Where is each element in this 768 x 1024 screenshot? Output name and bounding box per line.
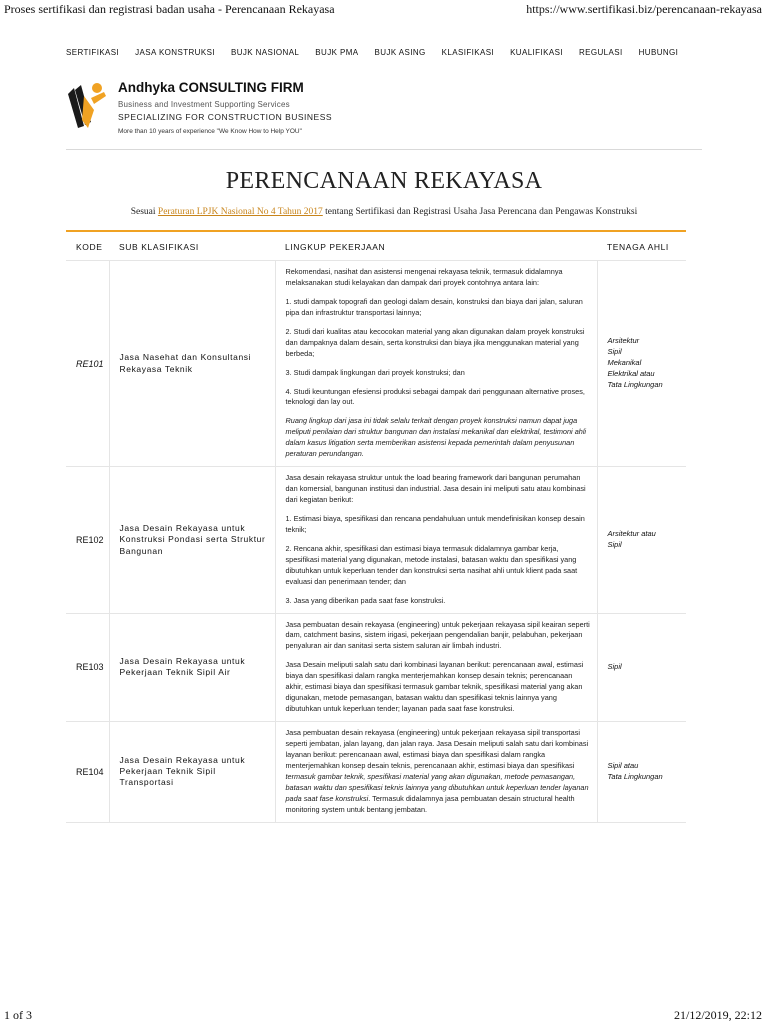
lingkup-paragraph: Jasa desain rekayasa struktur untuk the load bearing framework dari bangunan perumahan dan komersial, bangunan institusi dan industrial. Jasa desain ini meliputi satu atau kombinasi dari kegiatan berikut: xyxy=(285,473,586,504)
lingkup-paragraph: Ruang lingkup dari jasa ini tidak selalu terkait dengan proyek konstruksi namun dapat juga meliputi penilaian dari struktur bangunan dan instalasi mekanikal dan elektrikal, testimoni ahli dalam kasus litigation serta memberikan asistensi kepada pemerintah dalam penyusunan peraturan perundangan. xyxy=(285,416,587,459)
regulation-link[interactable]: Peraturan LPJK Nasional No 4 Tahun 2017 xyxy=(157,207,323,217)
table-row xyxy=(66,613,686,722)
row-tenaga-ahli xyxy=(597,261,686,467)
regulation-suffix: tentang Sertifikasi dan Registrasi Usaha Jasa Perencana dan Pengawas Konstruksi xyxy=(322,207,638,217)
nav-item-klasifikasi[interactable]: KLASIFIKASI xyxy=(441,48,495,57)
nav-item-kualifikasi[interactable]: KUALIFIKASI xyxy=(510,48,563,57)
print-page-url: https://www.sertifikasi.biz/perencanaan-rekayasa xyxy=(526,2,762,16)
nav-item-bujk-nasional[interactable]: BUJK NASIONAL xyxy=(230,48,300,57)
regulation-prefix: Sesuai xyxy=(130,207,158,217)
row-sub-klasifikasi: Jasa Desain Rekayasa untuk Konstruksi Pondasi serta Struktur Bangunan xyxy=(109,467,275,613)
header-divider xyxy=(66,149,702,150)
logo-specializing: SPECIALIZING FOR CONSTRUCTION BUSINESS xyxy=(118,112,333,122)
row-sub-klasifikasi: Jasa Nasehat dan Konsultansi Rekayasa Teknik xyxy=(109,261,275,467)
classification-table xyxy=(66,230,686,823)
site-logo[interactable] xyxy=(64,78,364,144)
logo-tagline: More than 10 years of experience "We Know How to Help YOU" xyxy=(118,128,302,135)
lingkup-text-italic: termasuk gambar teknik, spesifikasi material yang akan digunakan, metode pemasangan, batasan waktu dan spesifikasi teknis lainnya yang dibutuhkan untuk keperluan tender layanan pada saat fase konstruksi xyxy=(285,771,589,803)
print-page-number: 1 of 3 xyxy=(4,1008,32,1022)
lingkup-text: . Termasuk didalamnya jasa pembuatan desain structural health monitoring system untuk bentang jembatan. xyxy=(285,793,575,814)
print-datetime: 21/12/2019, 22:12 xyxy=(673,1008,762,1022)
row-lingkup-pekerjaan xyxy=(275,467,597,613)
row-kode: RE103 xyxy=(66,613,109,722)
row-kode: RE104 xyxy=(66,722,109,823)
tenaga-item: Sipil xyxy=(607,539,622,549)
row-kode: RE102 xyxy=(66,467,109,613)
tenaga-item: Elektrikal atau xyxy=(607,369,655,378)
lingkup-paragraph: 2. Studi dari kualitas atau kecocokan material yang akan digunakan dalam proyek konstruksi dan dampaknya dalam desain, serta konstruksi dan biaya jika menggunakan material yang berbeda; xyxy=(285,326,585,358)
table-row xyxy=(66,261,686,467)
lingkup-paragraph: 2. Rencana akhir, spesifikasi dan estimasi biaya termasuk didalamnya gambar kerja, spesifikasi material yang digunakan, metode instalasi, batasan waktu dan spesifikasi yang dibutuhkan untuk keperluan tender dan konstruksi serta nasihat ahli untuk klient pada saat evaluasi dan penerimaan tender; dan xyxy=(285,543,578,586)
main-nav xyxy=(66,48,728,57)
header-sub-klasifikasi: SUB KLASIFIKASI xyxy=(109,231,275,261)
header-lingkup-pekerjaan: LINGKUP PEKERJAAN xyxy=(275,231,597,261)
lingkup-paragraph: Jasa pembuatan desain rekayasa (engineering) untuk pekerjaan rekayasa sipil keairan seperti dam, catchment basins, sistem irigasi, pekerjaan pengendalian banjir, pelabuhan, pekerjaan penyaluran air dan sanitasi serta sistem saluran air limbah industri. xyxy=(285,619,590,651)
nav-item-bujk-pma[interactable]: BUJK PMA xyxy=(315,48,359,57)
logo-title: Andhyka CONSULTING FIRM xyxy=(118,80,304,95)
row-lingkup-pekerjaan xyxy=(275,261,597,467)
lingkup-paragraph: 1. studi dampak topografi dan geologi dalam desain, konstruksi dan biaya dari jalan, saluran pipa dan infrastruktur transportasi lainnya; xyxy=(285,296,583,317)
print-footer xyxy=(0,1006,768,1024)
row-kode xyxy=(66,261,109,467)
table-row xyxy=(66,467,686,613)
row-tenaga-ahli xyxy=(597,722,686,823)
page-title: PERENCANAAN REKAYASA xyxy=(225,168,543,194)
logo-subtitle: Business and Investment Supporting Services xyxy=(118,100,290,109)
logo-mark-icon xyxy=(64,80,108,130)
lingkup-paragraph xyxy=(286,728,591,816)
row-sub-klasifikasi: Jasa Desain Rekayasa untuk Pekerjaan Teknik Sipil Transportasi xyxy=(109,722,275,823)
tenaga-item: Mekanikal xyxy=(607,358,642,368)
tenaga-item: Sipil xyxy=(607,347,622,357)
lingkup-paragraph: 3. Jasa yang diberikan pada saat fase konstruksi. xyxy=(285,595,446,605)
row-tenaga-ahli xyxy=(597,613,686,722)
row-tenaga-ahli xyxy=(597,467,686,613)
table-header-row xyxy=(66,231,686,261)
lingkup-text: Jasa pembuatan desain rekayasa (engineering) untuk pekerjaan rekayasa sipil transportasi seperti jembatan, jalan layang, dan jalan raya. Jasa Desain meliputi salah satu dari kombinasi layanan berikut: perencanaan awal, estimasi biaya dan spesifikasi dalam rangka menterjemahkan konsep desain teknis, perencanaan akhir, estimasi biaya dan spesifikasi xyxy=(285,728,589,770)
tenaga-item: Tata Lingkungan xyxy=(607,379,663,389)
table-row xyxy=(66,722,686,823)
header-kode: KODE xyxy=(66,231,109,261)
tenaga-item: Arsitektur xyxy=(607,336,640,346)
tenaga-item: Arsitektur atau xyxy=(607,528,656,538)
kode-text: RE101 xyxy=(76,358,104,369)
nav-item-sertifikasi[interactable]: SERTIFIKASI xyxy=(66,48,120,57)
row-sub-klasifikasi: Jasa Desain Rekayasa untuk Pekerjaan Teknik Sipil Air xyxy=(109,613,275,722)
tenaga-item: Tata Lingkungan xyxy=(607,771,663,781)
print-header xyxy=(0,0,768,18)
nav-item-jasa-konstruksi[interactable]: JASA KONSTRUKSI xyxy=(135,48,215,57)
nav-item-regulasi[interactable]: REGULASI xyxy=(578,48,623,57)
lingkup-paragraph: Jasa Desain meliputi salah satu dari kombinasi layanan berikut: perencanaan awal, estimasi biaya dan spesifikasi dalam rangka menterjemahkan konsep desain teknis; perencanaan akhir, estimasi biaya dan spesifikasi termasuk gambar teknik, spesifikasi material yang akan digunakan, metode pemasangan, batasan waktu dan spesifikasi teknis lainnya yang dibutuhkan untuk keperluan tender; layanan pada saat fase konstruksi. xyxy=(285,660,584,714)
lingkup-paragraph: 4. Studi keuntungan efesiensi produksi sebagai dampak dari penggunaan alternative proses, teknologi dan lay out. xyxy=(285,386,585,407)
nav-item-bujk-asing[interactable]: BUJK ASING xyxy=(374,48,426,57)
nav-item-hubungi[interactable]: HUBUNGI xyxy=(638,48,679,57)
lingkup-paragraph: Rekomendasi, nasihat dan asistensi mengenai rekayasa teknik, termasuk didalamnya melaksanakan studi kelayakan dan dampak dari proyek contohnya antara lain: xyxy=(285,267,563,287)
print-page-title: Proses sertifikasi dan registrasi badan usaha - Perencanaan Rekayasa xyxy=(4,2,335,16)
lingkup-paragraph: 1. Estimasi biaya, spesifikasi dan rencana pendahuluan untuk mendefinisikan konsep desain teknik; xyxy=(285,513,585,534)
row-lingkup-pekerjaan xyxy=(275,613,597,722)
lingkup-paragraph: 3. Studi dampak lingkungan dari proyek konstruksi; dan xyxy=(285,367,465,377)
tenaga-item: Sipil xyxy=(607,661,622,671)
header-tenaga-ahli: TENAGA AHLI xyxy=(597,231,686,261)
regulation-line xyxy=(0,207,768,217)
tenaga-item: Sipil atau xyxy=(607,760,639,770)
row-lingkup-pekerjaan xyxy=(275,722,597,823)
